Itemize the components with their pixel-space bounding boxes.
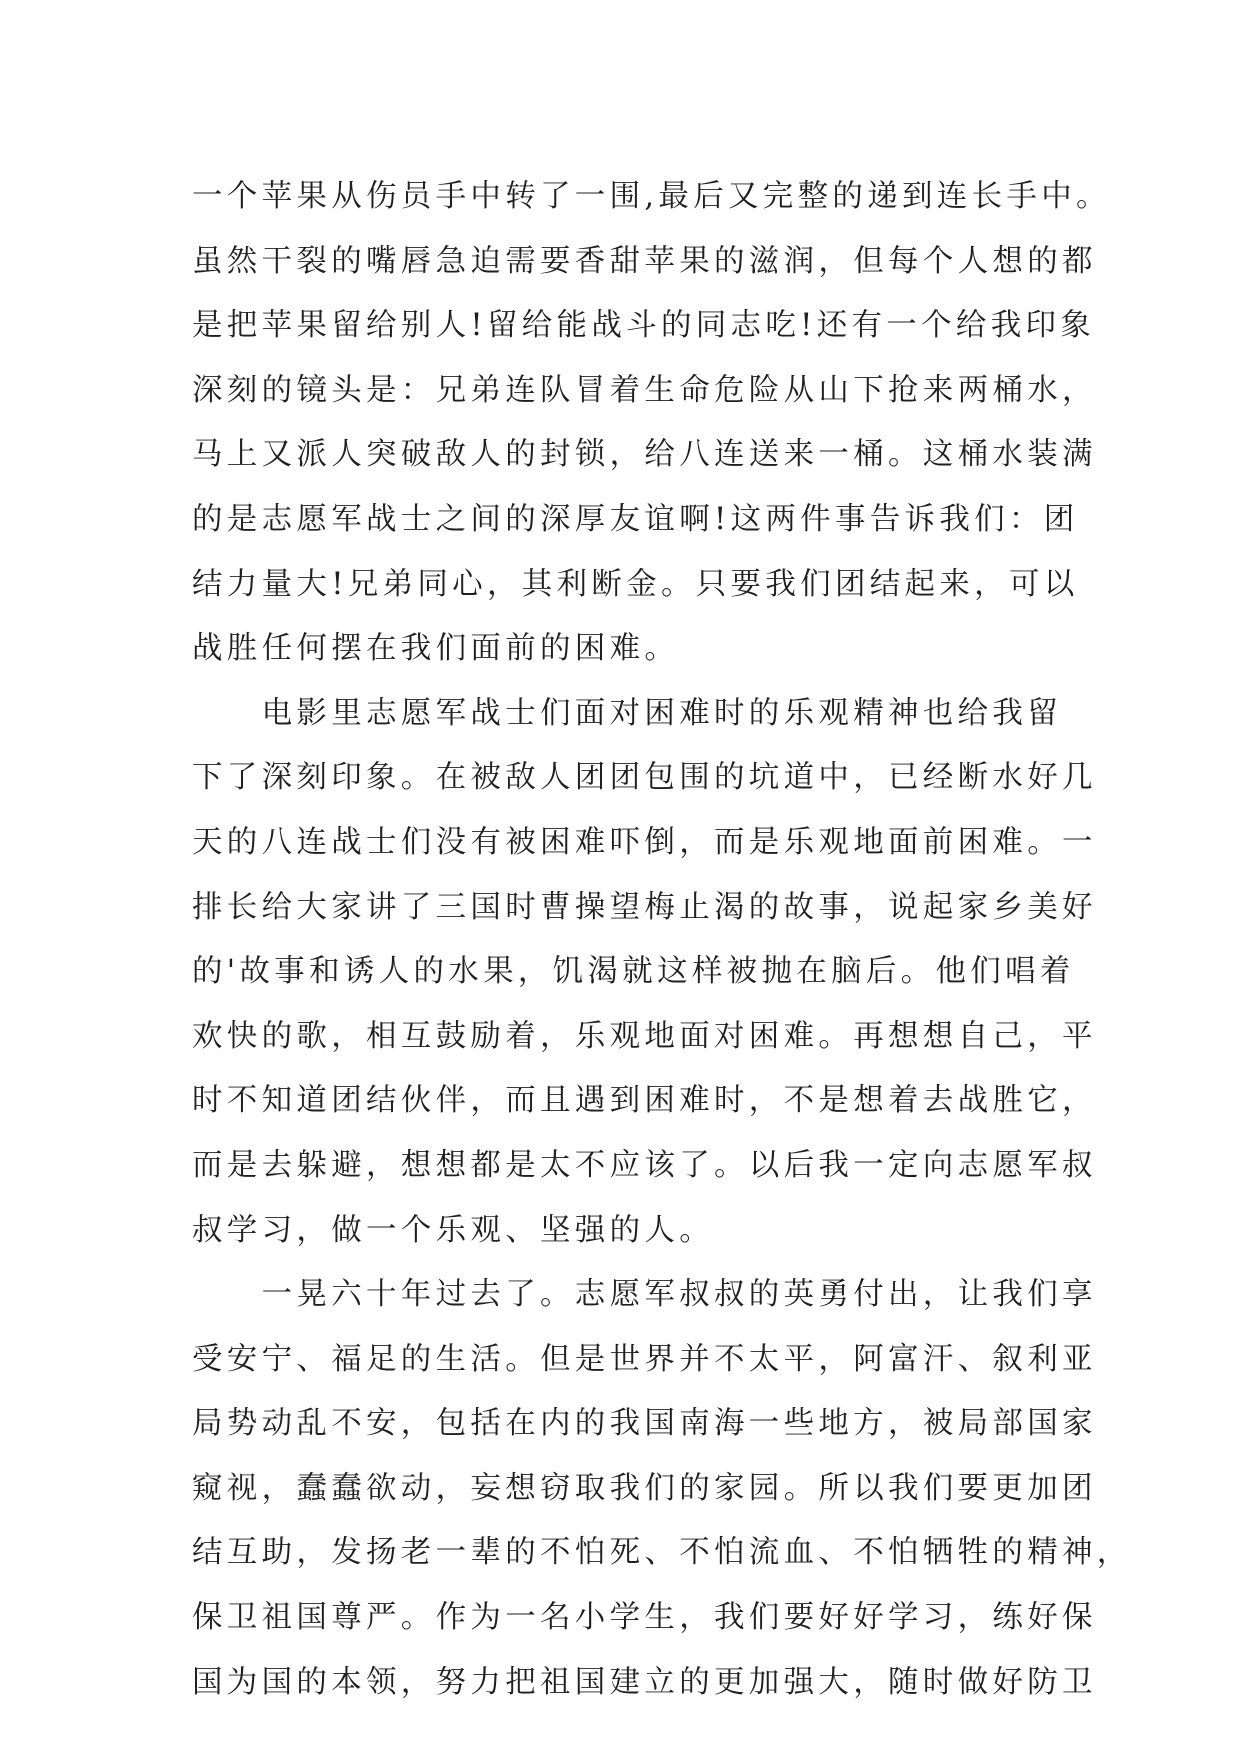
text-line: 窥视，蠢蠢欲动，妄想窃取我们的家园。所以我们要更加团	[192, 1470, 1097, 1506]
text-line: 受安宁、福足的生活。但是世界并不太平，阿富汗、叙利亚	[192, 1341, 1097, 1377]
text-line: 下了深刻印象。在被敌人团团包围的坑道中，已经断水好几	[192, 760, 1097, 796]
text-line: 结互助，发扬老一辈的不怕死、不怕流血、不怕牺牲的精神，	[192, 1535, 1132, 1571]
text-line: 天的八连战士们没有被困难吓倒，而是乐观地面前困难。一	[192, 824, 1097, 860]
text-line: 而是去躲避，想想都是太不应该了。以后我一定向志愿军叔	[192, 1147, 1097, 1183]
text-line: 的'故事和诱人的水果，饥渴就这样被抛在脑后。他们唱着	[192, 954, 1075, 990]
text-line: 电影里志愿军战士们面对困难时的乐观精神也给我留	[192, 695, 1062, 731]
text-line: 一个苹果从伤员手中转了一围,最后又完整的递到连长手中。	[192, 179, 1111, 214]
body-text	[192, 165, 1192, 1715]
text-line: 虽然干裂的嘴唇急迫需要香甜苹果的滋润，但每个人想的都	[192, 243, 1097, 279]
text-line: 战胜任何摆在我们面前的困难。	[192, 631, 680, 667]
text-line: 国为国的本领，努力把祖国建立的更加强大，随时做好防卫	[192, 1664, 1097, 1700]
text-line: 马上又派人突破敌人的封锁，给八连送来一桶。这桶水装满	[192, 437, 1097, 473]
text-line: 局势动乱不安，包括在内的我国南海一些地方，被局部国家	[192, 1406, 1097, 1442]
text-line: 时不知道团结伙伴，而且遇到困难时，不是想着去战胜它，	[192, 1083, 1097, 1119]
text-line: 叔学习，做一个乐观、坚强的人。	[192, 1212, 714, 1248]
text-line: 一晃六十年过去了。志愿军叔叔的英勇付出，让我们享	[192, 1277, 1097, 1313]
text-line: 的是志愿军战士之间的深厚友谊啊!这两件事告诉我们：团	[192, 501, 1079, 537]
text-line: 保卫祖国尊严。作为一名小学生，我们要好好学习，练好保	[192, 1600, 1097, 1636]
text-line: 欢快的歌，相互鼓励着，乐观地面对困难。再想想自己，平	[192, 1018, 1097, 1054]
text-line: 结力量大!兄弟同心，其利断金。只要我们团结起来，可以	[192, 566, 1079, 602]
text-line: 深刻的镜头是：兄弟连队冒着生命危险从山下抢来两桶水，	[192, 372, 1097, 408]
text-line: 是把苹果留给别人!留给能战斗的同志吃!还有一个给我印象	[192, 308, 1096, 344]
text-line: 排长给大家讲了三国时曹操望梅止渴的故事，说起家乡美好	[192, 889, 1097, 925]
